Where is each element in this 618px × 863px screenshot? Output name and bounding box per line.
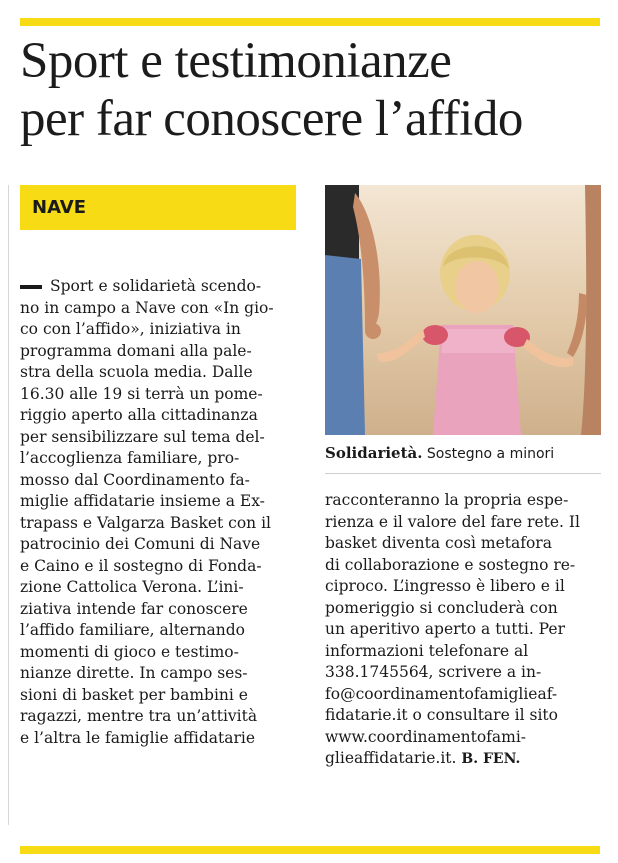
headline-line: per far conoscere l’affido bbox=[20, 91, 523, 147]
column-divider bbox=[8, 185, 9, 825]
body-line: ciproco. L’ingresso è libero e il bbox=[325, 577, 565, 595]
body-last-line: glieaffidatarie.it. bbox=[325, 749, 457, 767]
body-line: nianze dirette. In campo ses- bbox=[20, 664, 248, 682]
body-line: e Caino e il sostegno di Fonda- bbox=[20, 556, 262, 575]
body-line: stra della scuola media. Dalle bbox=[20, 363, 253, 381]
body-line: per sensibilizzare sul tema del- bbox=[20, 427, 265, 446]
body-line: di collaborazione e sostegno re- bbox=[325, 555, 576, 574]
top-rule bbox=[20, 18, 600, 26]
body-line: Sport e solidarietà scendo- bbox=[20, 276, 300, 298]
body-line: basket diventa così metafora bbox=[325, 534, 552, 552]
body-line: ragazzi, mentre tra un’attività bbox=[20, 707, 258, 725]
photo-caption bbox=[325, 443, 601, 464]
bottom-rule bbox=[20, 846, 600, 854]
body-line: riggio aperto alla cittadinanza bbox=[20, 406, 258, 424]
body-line: co con l’affido», iniziativa in bbox=[20, 320, 241, 338]
location-kicker: NAVE bbox=[20, 185, 296, 230]
caption-label: Solidarietà. bbox=[325, 444, 423, 462]
headline-line: Sport e testimonianze bbox=[20, 33, 452, 89]
body-line: sioni di basket per bambini e bbox=[20, 685, 248, 704]
lead-dash bbox=[20, 285, 42, 289]
body-line: programma domani alla pale- bbox=[20, 341, 252, 360]
body-line bbox=[325, 748, 605, 771]
body-line: no in campo a Nave con «In gio- bbox=[20, 298, 274, 317]
body-line: mosso dal Coordinamento fa- bbox=[20, 470, 250, 489]
body-line: trapass e Valgarza Basket con il bbox=[20, 513, 271, 532]
body-line: e l’altra le famiglie affidatarie bbox=[20, 728, 255, 747]
body-line: momenti di gioco e testimo- bbox=[20, 642, 239, 661]
article-body-left bbox=[20, 276, 300, 749]
body-line: 16.30 alle 19 si terrà un pome- bbox=[20, 384, 263, 403]
body-line: ziativa intende far conoscere bbox=[20, 599, 248, 618]
body-line: 338.1745564, scrivere a in- bbox=[325, 663, 542, 681]
body-line: l’affido familiare, alternando bbox=[20, 621, 245, 639]
body-line: racconteranno la propria espe- bbox=[325, 491, 569, 509]
body-line: un aperitivo aperto a tutti. Per bbox=[325, 620, 565, 638]
body-line: fo@coordinamentofamiglieaf- bbox=[325, 684, 558, 703]
body-line: www.coordinamentofami- bbox=[325, 727, 527, 746]
body-line: rienza e il valore del fare rete. Il bbox=[325, 512, 580, 531]
caption-divider bbox=[325, 473, 601, 474]
body-line: pomeriggio si concluderà con bbox=[325, 598, 558, 617]
article-body-right bbox=[325, 490, 605, 771]
body-line: l’accoglienza familiare, pro- bbox=[20, 449, 240, 467]
body-line: fidatarie.it o consultare il sito bbox=[325, 706, 558, 724]
author-signature: B. FEN. bbox=[461, 751, 521, 767]
body-line: zione Cattolica Verona. L’ini- bbox=[20, 578, 244, 596]
body-line: patrocinio dei Comuni di Nave bbox=[20, 535, 261, 553]
caption-text: Sostegno a minori bbox=[426, 446, 555, 462]
article-photo bbox=[325, 185, 601, 435]
article-headline bbox=[20, 32, 600, 148]
body-line: informazioni telefonare al bbox=[325, 641, 529, 660]
body-line: miglie affidatarie insieme a Ex- bbox=[20, 492, 265, 510]
